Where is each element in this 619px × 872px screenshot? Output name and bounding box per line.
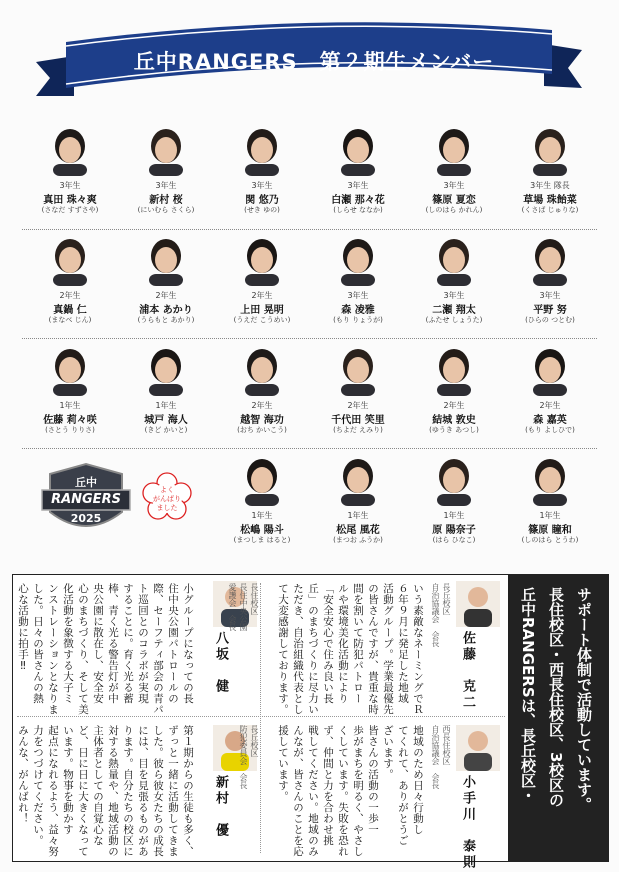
person-3-message-line: には、目を見張るものがあ [137,725,149,857]
member-photo [47,234,93,286]
member-card [502,340,598,452]
member-card [406,450,502,562]
member-grade: 2年生 [443,401,465,410]
member-photo [47,124,93,176]
member-name: 結城 敦史 [432,415,476,426]
column-divider [260,583,261,853]
member-name: 篠原 夏恋 [432,195,476,206]
person-3-message-line: みんな、がんばれ！ [17,725,29,824]
logo-main-text: RANGERS [51,492,121,507]
member-photo [527,344,573,396]
person-0-message-line: 間を割いて防犯パトロー [352,583,364,704]
member-reading: (さなだ すずさや) [41,206,99,214]
member-photo [239,234,285,286]
member-reading: (うえだ こうめい) [233,316,291,324]
member-photo [47,344,93,396]
member-card [118,340,214,452]
person-0-message-line: ルや環境美化活動により [337,583,349,704]
person-2-message-line: 際、セーフティ部会の青パ [152,583,164,715]
member-grade: 2年生 [347,401,369,410]
member-photo [335,454,381,506]
person-1-message-line: んなが、皆さんのことを応 [292,725,304,857]
member-photo [335,124,381,176]
person-0-title2: 自治協議会 会長 [431,583,440,647]
member-reading: (せき ゆの) [244,206,280,214]
member-grade: 2年生 [59,291,81,300]
member-reading: (うらもと あかり) [137,316,195,324]
person-2-message-line: 化活動を象徴する大子ミ [62,583,74,704]
member-name: 新村 桜 [149,195,183,206]
logo-top-text: 丘中 [75,476,97,489]
person-3-title2: 防犯委員会 会長 [239,725,248,789]
member-name: 上田 晃明 [240,305,284,316]
person-2-title2: 長住中央公園 [239,583,248,631]
member-reading: (はら ひなこ) [432,536,476,544]
member-card [118,230,214,342]
member-grade: 3年生 隊長 [530,181,570,190]
member-name: 越智 海功 [240,415,284,426]
person-2-message-line: した。日々の皆さんの熱 [32,583,44,704]
person-1-name: 小手川 泰則 [460,775,475,871]
member-name: 平野 努 [533,305,567,316]
member-reading: (ちよだ えみり) [333,426,383,434]
member-grade: 3年生 [251,181,273,190]
member-grade: 1年生 [59,401,81,410]
person-3-message-line: ずっと一緒に活動してきま [167,725,179,857]
support-headline-line3: サポート体制で活動しています。 [575,587,593,812]
person-2-message-line: ト巡回とのコラボが実現 [137,583,149,704]
person-1-message-line: 地域のため日々行動し [412,725,424,835]
member-reading: (にいむら さくら) [137,206,195,214]
member-photo [527,124,573,176]
member-grade: 1年生 [539,511,561,520]
member-card [406,120,502,232]
member-grade: 1年生 [251,511,273,520]
member-photo [431,454,477,506]
member-name: 松尾 風花 [336,525,380,536]
row-divider [22,448,597,449]
member-grade: 3年生 [539,291,561,300]
member-photo [431,234,477,286]
person-0-message-line: いう素敵なネーミングでＲ [412,583,424,715]
person-2-title1: 長住校区 [250,583,259,615]
person-2-message-line: 小グループになっての長 [182,583,194,704]
member-card [406,340,502,452]
member-card [22,120,118,232]
rangers-logo [40,460,132,542]
member-name: 関 悠乃 [245,195,279,206]
person-3-message-line: ど、日に日に大きくなって [77,725,89,857]
member-reading: (まつお ふうか) [333,536,383,544]
support-section [12,574,609,871]
person-2-title3: 愛護会 会長 [228,583,237,631]
member-card [310,230,406,342]
member-name: 二瀬 翔太 [432,305,476,316]
member-reading: (まなべ じん) [48,316,92,324]
person-0-name: 佐藤 克二 [460,631,475,711]
member-photo [335,234,381,286]
row-divider [17,716,505,717]
person-3-message-line: 対する熱量や、地域活動の [107,725,119,857]
member-reading: (しのはら かれん) [425,206,483,214]
member-card [214,450,310,562]
member-reading: (もり よしひで) [525,426,575,434]
support-headline-panel [508,575,608,861]
member-grade: 1年生 [347,511,369,520]
person-2-message-line: 棒、青く光る警告灯が中 [107,583,119,704]
member-row [22,230,597,342]
support-headline-line1: 丘中RANGERSは、長丘校区・ [519,587,537,803]
member-reading: (しのはら とうわ) [521,536,579,544]
person-3-message-line: 起点になれるよう、益々努 [47,725,59,857]
member-reading: (もり りょうが) [333,316,383,324]
member-name: 草場 珠飴菜 [523,195,577,206]
person-1-title1: 西長住校区 [442,725,451,765]
row-divider [22,229,597,230]
person-3-message-line: 主体者としての自覚心な [92,725,104,846]
member-reading: (くさば じゅりな) [521,206,579,214]
member-photo [239,344,285,396]
member-grade: 2年生 [539,401,561,410]
page-title: 丘中RANGERS 第２期生メンバー [133,50,495,74]
person-2-message-line: 住中央公園パトロールの [167,583,179,704]
member-reading: (ひらの つとむ) [525,316,575,324]
person-0-message-line: て大変感謝しております。 [277,583,289,715]
member-card [310,120,406,232]
member-reading: (きど かいと) [144,426,188,434]
member-name: 森 嘉英 [533,415,567,426]
person-1-message-line: 援しています。 [277,725,289,802]
member-name: 千代田 笑里 [331,415,385,426]
portrait-sato [456,581,500,627]
member-grade: 1年生 [155,401,177,410]
support-headline-line2: 長住校区・西長住校区、3校区の [547,587,565,808]
member-name: 原 陽奈子 [432,525,476,536]
stamp-line1: よく [160,486,174,494]
member-card [22,230,118,342]
member-name: 真田 珠々爽 [43,195,97,206]
member-name: 真鍋 仁 [53,305,87,316]
member-card [214,230,310,342]
member-name: 篠原 瞳和 [528,525,572,536]
member-photo [335,344,381,396]
person-3-message-line: 第１期からの生徒も多く、 [182,725,194,857]
person-1-message-line: くしています。失敗を恐れ [337,725,349,857]
member-grade: 3年生 [347,291,369,300]
member-card [310,450,406,562]
member-grade: 3年生 [443,291,465,300]
member-photo [527,454,573,506]
member-card [502,120,598,232]
person-1-title2: 自治協議会 会長 [431,725,440,789]
member-photo [239,124,285,176]
member-grade: 3年生 [443,181,465,190]
member-reading: (ふたせ しょうた) [425,316,483,324]
member-photo [527,234,573,286]
member-photo [143,344,189,396]
person-1-message-line: ざいます。 [382,725,394,780]
member-photo [431,124,477,176]
member-name: 浦本 あかり [139,305,193,316]
person-1-message-line: ず、仲間と力を合わせ挑 [322,725,334,846]
person-0-message-line: ただき、自治組織代表とし [292,583,304,715]
member-grade: 2年生 [251,291,273,300]
person-1-message-line: 皆さんの活動の一歩一 [367,725,379,835]
member-name: 森 凌雅 [341,305,375,316]
person-2-message-line: 心のまちづくり、そして美 [77,583,89,715]
member-grade: 2年生 [251,401,273,410]
person-3-message-line: した。彼ら彼女たちの成長 [152,725,164,857]
member-grade: 2年生 [155,291,177,300]
portrait-kotegawa [456,725,500,771]
member-photo [431,344,477,396]
member-reading: (おち かいこう) [237,426,287,434]
member-reading: (ゆうき あつし) [429,426,479,434]
member-photo [239,454,285,506]
person-2-message-line: することに。育く光る蓄 [122,583,134,704]
member-photo [143,234,189,286]
title-banner [36,12,582,100]
person-2-name: 八坂 健 [213,631,228,695]
person-3-message-line: ります。自分たちの校区に [122,725,134,857]
stamp-line2: がんばり [153,495,181,503]
member-row [22,340,597,452]
person-1-message-line: 歩がまちを明るく、やさし [352,725,364,857]
member-card [22,340,118,452]
row-divider [22,338,597,339]
member-row [22,120,597,232]
member-card [214,120,310,232]
logo-year-text: 2025 [70,512,102,525]
person-3-title1: 長丘校区 [250,725,259,757]
person-0-message-line: 丘」のまちづくりに尽力い [307,583,319,715]
person-3-name: 新村 優 [213,775,228,839]
member-name: 城戸 海人 [144,415,188,426]
member-card [502,230,598,342]
person-2-message-line: ンストレーションとなりま [47,583,59,715]
member-grade: 3年生 [59,181,81,190]
member-card [310,340,406,452]
member-reading: (しらせ ななか) [333,206,383,214]
person-2-message-line: 心な活動に拍手‼ [17,583,29,673]
person-0-message-line: 活動グループ。学業最優先 [382,583,394,715]
member-reading: (まつしま はると) [233,536,291,544]
person-2-message-line: 央公園に散在し、安全安 [92,583,104,704]
member-photo [143,124,189,176]
person-0-title1: 長丘校区 [442,583,451,615]
person-0-message-line: の皆さんですが、貴重な時 [367,583,379,715]
member-grade: 1年生 [443,511,465,520]
stamp-line3: ました [156,504,178,512]
person-1-message-line: 戦してください。地域のみ [307,725,319,857]
member-card [502,450,598,562]
member-grade: 3年生 [155,181,177,190]
member-name: 松嶋 陽斗 [240,525,284,536]
person-0-message-line: 「安全安心で住み良い長 [322,583,334,704]
member-name: 佐藤 莉々咲 [43,415,97,426]
person-1-message-line: てくれて、ありがとうご [397,725,409,846]
member-grade: 3年生 [347,181,369,190]
person-3-message-line: 力をつづけてください。 [32,725,44,846]
good-job-stamp [142,472,192,522]
member-card [118,120,214,232]
member-reading: (さとう りりさ) [45,426,95,434]
member-name: 白瀬 那々花 [331,195,385,206]
member-card [406,230,502,342]
person-3-message-line: います。物事を動かす [62,725,74,835]
person-0-message-line: ６年９月に発足した地域 [397,583,409,704]
member-card [214,340,310,452]
